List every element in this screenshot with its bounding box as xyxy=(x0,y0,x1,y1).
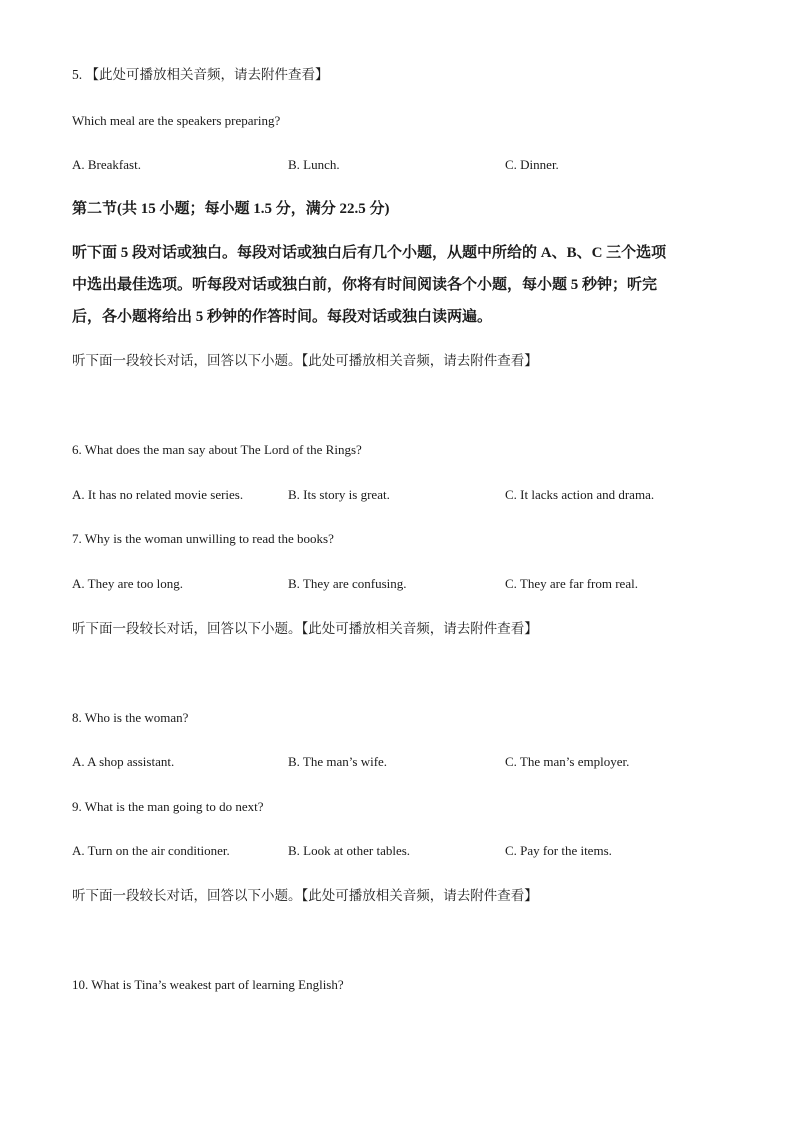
q8-option-a: A. A shop assistant. xyxy=(72,754,175,769)
q5-heading: 5. 【此处可播放相关音频，请去附件查看】 xyxy=(72,67,329,82)
dialogue-intro-3: 听下面一段较长对话，回答以下小题。【此处可播放相关音频，请去附件查看】 xyxy=(72,888,538,903)
q7-option-b: B. They are confusing. xyxy=(288,576,407,591)
q5-question: Which meal are the speakers preparing? xyxy=(72,113,281,128)
q9-option-a: A. Turn on the air conditioner. xyxy=(72,843,230,858)
q6-option-b: B. Its story is great. xyxy=(288,487,390,502)
q5-option-b: B. Lunch. xyxy=(288,157,340,172)
q5-option-c: C. Dinner. xyxy=(505,157,559,172)
section2-instructions-line2: 中选出最佳选项。听每段对话或独白前，你将有时间阅读各个小题，每小题 5 秒钟；听完 xyxy=(72,277,658,293)
q6-option-a: A. It has no related movie series. xyxy=(72,487,244,502)
q8-option-b: B. The man’s wife. xyxy=(288,754,388,769)
q9-option-b: B. Look at other tables. xyxy=(288,843,411,858)
dialogue-intro-1: 听下面一段较长对话，回答以下小题。【此处可播放相关音频，请去附件查看】 xyxy=(72,353,538,368)
q9-question: 9. What is the man going to do next? xyxy=(72,799,264,814)
section2-instructions-line1: 听下面 5 段对话或独白。每段对话或独白后有几个小题，从题中所给的 A、B、C 三个选项 xyxy=(72,245,667,261)
q5-option-a: A. Breakfast. xyxy=(72,157,141,172)
q7-option-a: A. They are too long. xyxy=(72,576,183,591)
dialogue-intro-2: 听下面一段较长对话，回答以下小题。【此处可播放相关音频，请去附件查看】 xyxy=(72,621,538,636)
section2-title: 第二节(共 15 小题；每小题 1.5 分，满分 22.5 分) xyxy=(72,201,390,217)
q7-question: 7. Why is the woman unwilling to read the books? xyxy=(72,531,334,546)
section2-instructions-line3: 后，各小题将给出 5 秒钟的作答时间。每段对话或独白读两遍。 xyxy=(72,309,493,325)
q6-question: 6. What does the man say about The Lord of the Rings? xyxy=(72,442,362,457)
q8-option-c: C. The man’s employer. xyxy=(505,754,630,769)
q7-option-c: C. They are far from real. xyxy=(505,576,638,591)
q8-question: 8. Who is the woman? xyxy=(72,710,189,725)
q6-option-c: C. It lacks action and drama. xyxy=(505,487,655,502)
q9-option-c: C. Pay for the items. xyxy=(505,843,612,858)
q10-question: 10. What is Tina’s weakest part of learning English? xyxy=(72,977,344,992)
